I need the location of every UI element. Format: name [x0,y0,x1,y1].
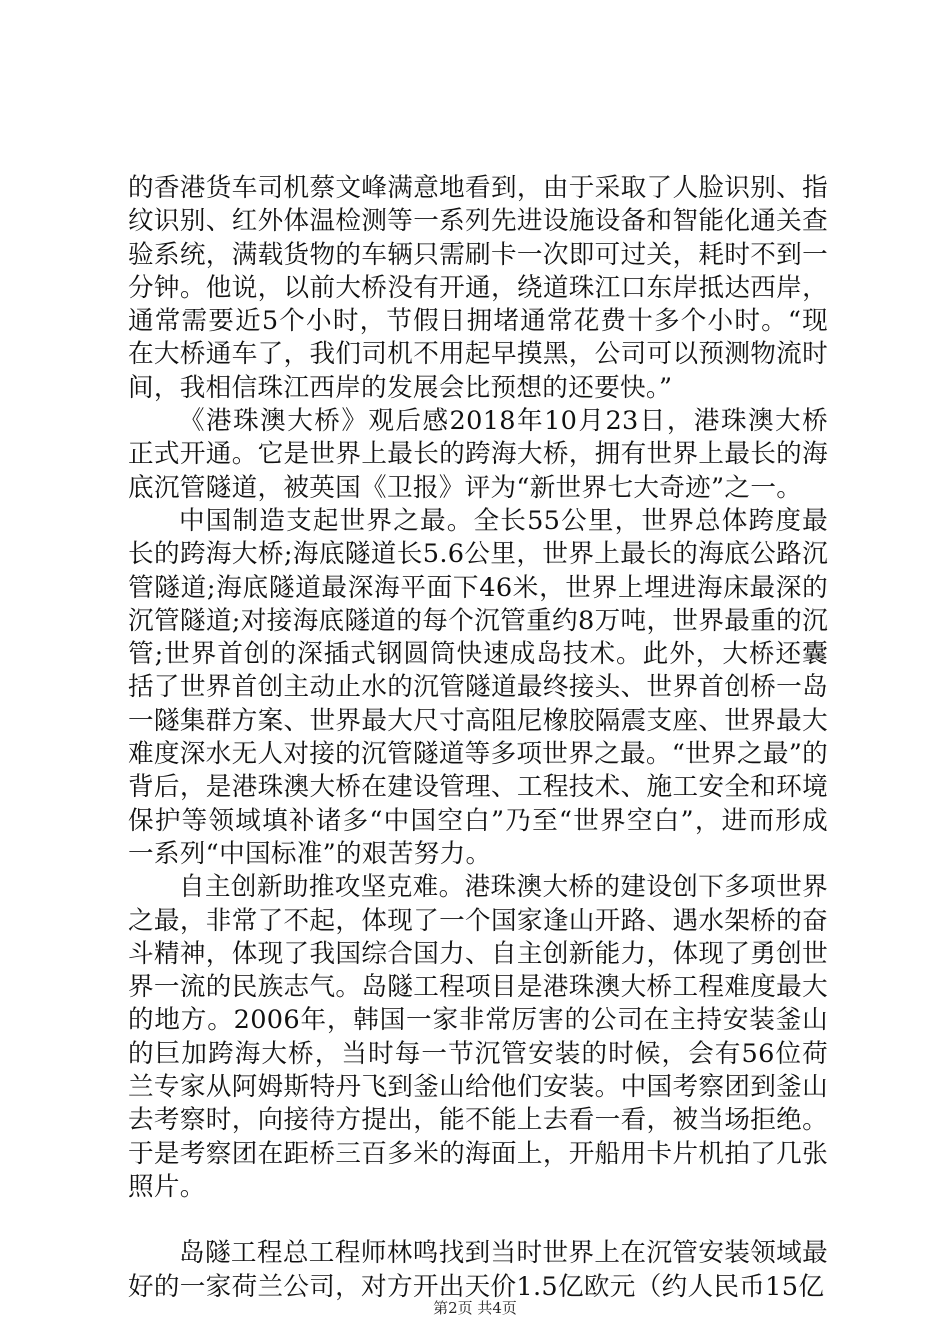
paragraph-china-made: 中国制造支起世界之最。全长55公里，世界总体跨度最长的跨海大桥;海底隧道长5.6公里，世界上最长的海底公路沉管隧道;海底隧道最深海平面下46米，世界上埋进海床最深的沉管隧道;对接海底隧道的每个沉管重约8万吨，世界最重的沉管;世界首创的深插式钢圆筒快速成岛技术。此外，大桥还囊括了世界首创主动止水的沉管隧道最终接头、世界首创桥一岛一隧集群方案、世界最大尺寸高阻尼橡胶隔震支座、世界最大难度深水无人对接的沉管隧道等多项世界之最。“世界之最”的背后，是港珠澳大桥在建设管理、工程技术、施工安全和环境保护等领域填补诸多“中国空白”乃至“世界空白”，进而形成一系列“中国标准”的艰苦努力。 [128,505,829,869]
document-body [128,172,828,1304]
paragraph-truck-driver: 的香港货车司机蔡文峰满意地看到，由于采取了人脸识别、指纹识别、红外体温检测等一系列先进设施设备和智能化通关查验系统，满载货物的车辆只需刷卡一次即可过关，耗时不到一分钟。他说，以前大桥没有开通，绕道珠江口东岸抵达西岸，通常需要近5个小时，节假日拥堵通常花费十多个小时。“现在大桥通车了，我们司机不用起早摸黑，公司可以预测物流时间，我相信珠江西岸的发展会比预想的还要快。” [128,173,828,403]
paragraph-chief-engineer: 岛隧工程总工程师林鸣找到当时世界上在沉管安装领域最好的一家荷兰公司，对方开出天价1.5亿欧元（约人民币15亿 [128,1238,828,1302]
page-footer: 第2页 共4页 [433,1299,517,1317]
paragraph-innovation: 自主创新助推攻坚克难。港珠澳大桥的建设创下多项世界之最，非常了不起，体现了一个国家逢山开路、遇水架桥的奋斗精神，体现了我国综合国力、自主创新能力，体现了勇创世界一流的民族志气。岛隧工程项目是港珠澳大桥工程难度最大的地方。2006年，韩国一家非常厉害的公司在主持安装釜山的巨加跨海大桥，当时每一节沉管安装的时候，会有56位荷兰专家从阿姆斯特丹飞到釜山给他们安装。中国考察团到釜山去考察时，向接待方提出，能不能上去看一看，被当场拒绝。于是考察团在距桥三百多米的海面上，开船用卡片机拍了几张照片。 [128,872,828,1202]
paragraph-review-intro: 《港珠澳大桥》观后感2018年10月23日，港珠澳大桥正式开通。它是世界上最长的跨海大桥，拥有世界上最长的海底沉管隧道，被英国《卫报》评为“新世界七大奇迹”之一。 [128,406,828,503]
